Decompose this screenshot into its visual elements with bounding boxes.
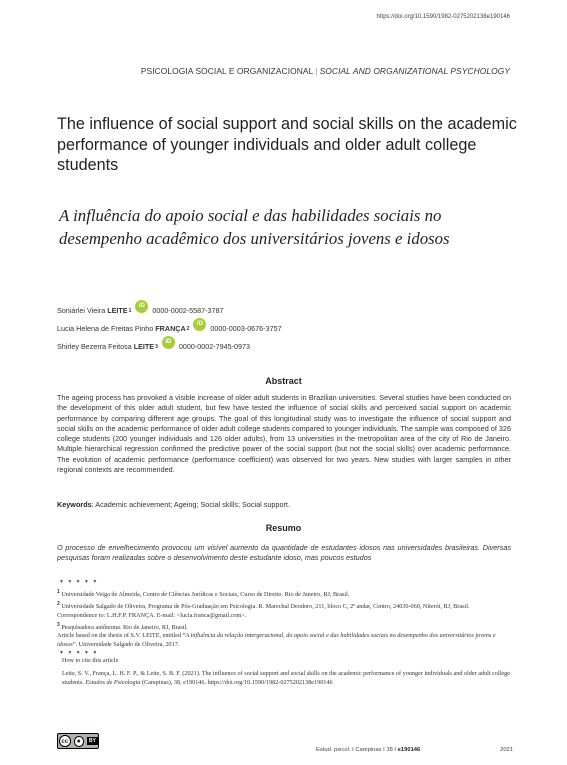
keywords [57, 500, 511, 509]
footer-year: 2021 [500, 747, 513, 753]
keywords-list: : Academic achievement; Ageing; Social skills; Social support. [91, 500, 290, 509]
section-separator: | [315, 66, 318, 76]
author-1 [57, 304, 224, 317]
doi-link[interactable]: https://doi.org/10.1590/1982-0275202138e190146 [376, 14, 510, 20]
title-english: The influence of social support and social skills on the academic performance of younger individuals and older adult college students [57, 115, 517, 174]
title-portuguese: A influência do apoio social e das habilidades sociais no desempenho acadêmico dos universitários jovens e idosos [59, 206, 450, 248]
section-pt: PSICOLOGIA SOCIAL E ORGANIZACIONAL [140, 66, 314, 76]
footnotes [57, 588, 511, 650]
citation: Leite, S. V., França, L. H. F. P., & Leite, S. B. F. (2021). The influence of social support and social skills on the academic performance of younger individuals and older adult college students. Estudos de Psicologia (Campinas), 38, e190146. https://doi.org/10.1590/1982-0275202138e190146 [62, 670, 511, 686]
author-given-name: Shirley Bezerra Feitosa [57, 342, 132, 351]
author-3 [57, 340, 250, 353]
resumo-text: O processo de envelhecimento provocou um visível aumento da quantidade de estudantes idosos nas universidades brasileiras. Diversas pesquisas foram realizadas sobre o desenvolvimento deste estudante idoso, mas poucos estudos [57, 543, 511, 563]
author-given-name: Soniárlei Vieira [57, 306, 106, 315]
page-footer: Estud. psicol. I Campinas I 38 I e190146 [316, 747, 421, 753]
author-2 [57, 322, 282, 335]
orcid-icon[interactable]: iD [135, 300, 148, 313]
footnote-2: $^2$ Universidade Salgado de Oliveira, Programa de Pós-Graduação em Psicologia. R. Marechal Deodoro, 211, bloco C, 2º andar, Centro, 24030-060, Niterói, RJ, Brasil. Correspondence to: L.H.F.P. FRANÇA. E-mail: <lucia.franca@gmail.com>. [57, 600, 470, 619]
resumo-heading: Resumo [265, 523, 302, 533]
orcid-id[interactable]: 0000-0002-5587-3787 [152, 306, 224, 315]
orcid-id[interactable]: 0000-0002-7945-0973 [178, 342, 250, 351]
author-surname: LEITE [133, 342, 155, 351]
section-en: SOCIAL AND ORGANIZATIONAL PSYCHOLOGY [319, 66, 510, 76]
orcid-id[interactable]: 0000-0003-0676-3757 [210, 324, 282, 333]
abstract-heading: Abstract [265, 376, 302, 386]
thesis-note: Article based on the thesis of S.V. LEITE, entitled “A influência da relação intergeracional, do apoio social e das habilidades sociais no desempenho dos universitários jovens e idosos”. Universidade Salgado de Oliveira, 2017. [57, 632, 496, 649]
section-header [141, 66, 510, 76]
footnote-1: $^1$ Universidade Veiga de Almeida, Centro de Ciências Jurídicas e Sociais, Curso de Direito. Rio de Janeiro, RJ, Brasil. [57, 589, 350, 599]
abstract-text: The ageing process has provoked a visible increase of older adult students in Brazilian universities. Several studies have been conducted on the development of this older adult student, but few have tested the influence of social skills and perceived social support on academic performance by comparing different age groups. The goal of this longitudinal study was to investigate the influence of social support and social skills on the academic performance of older adult college students compared to younger individuals. The sample was composed of 326 college students (200 younger individuals and 126 older adults), from 13 universities in the metropolitan area of the city of Rio de Janeiro. Multiple hierarchical regression confirmed the predictive power of the social support (but not the social skills) over academic performance. The evolution of academic performance (performance coefficient) was observed for two years. New studies with larger samples in other regional contexts are recommended. [57, 393, 511, 474]
divider-marks-top: ▼ ▼ ▼ ▼ ▼ [59, 579, 99, 585]
cc-license-badge[interactable] [57, 733, 99, 749]
orcid-icon[interactable]: iD [193, 318, 206, 331]
footnote-3: $^3$ Pesquisadora autônoma. Rio de Janeiro, RJ, Brasil. [57, 621, 188, 631]
author-affiliation: 2 [186, 325, 190, 332]
author-surname: LEITE [107, 306, 128, 315]
cc-by-label: BY [89, 738, 96, 744]
author-affiliation: 3 [155, 343, 158, 350]
divider-marks-bottom: ▼ ▼ ▼ ▼ ▼ [59, 650, 99, 656]
attribution-person-icon: ● [74, 736, 85, 747]
cite-label: How to cite this article [62, 657, 119, 664]
keywords-label: Keywords [57, 500, 92, 509]
author-given-name: Lucia Helena de Freitas Pinho [57, 324, 154, 333]
cc-icon: cc [59, 735, 71, 747]
author-surname: FRANÇA [155, 324, 186, 333]
author-affiliation: 1 [128, 307, 132, 314]
orcid-icon[interactable]: iD [162, 336, 175, 349]
